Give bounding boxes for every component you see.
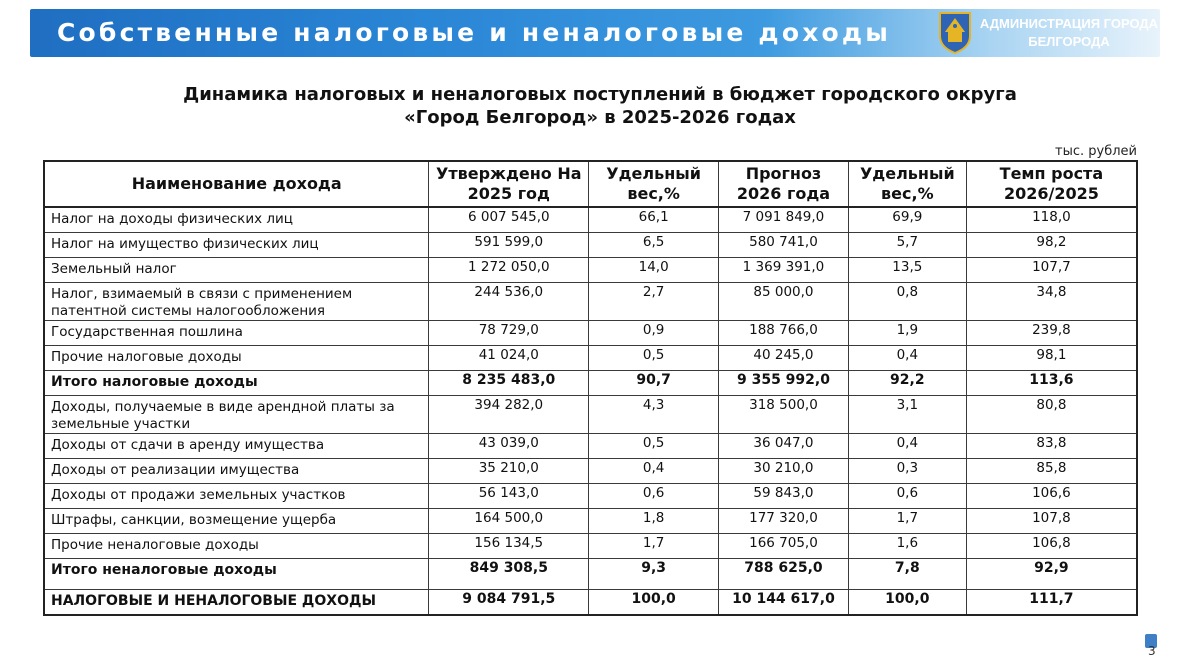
- row-share-2026: 0,4: [848, 434, 966, 459]
- row-name: Доходы от продажи земельных участков: [44, 484, 429, 509]
- row-share-2025: 66,1: [589, 207, 719, 233]
- row-forecast-2026: 85 000,0: [719, 283, 849, 321]
- row-share-2026: 1,6: [848, 534, 966, 559]
- row-name: Государственная пошлина: [44, 321, 429, 346]
- units-note: тыс. рублей: [1055, 144, 1137, 159]
- row-approved-2025: 244 536,0: [429, 283, 589, 321]
- table-row: [44, 396, 1137, 434]
- row-approved-2025: 43 039,0: [429, 434, 589, 459]
- row-share-2026: 13,5: [848, 258, 966, 283]
- table-row: [44, 233, 1137, 258]
- row-name: Итого налоговые доходы: [44, 371, 429, 396]
- city-coat-of-arms-icon: [937, 10, 973, 54]
- row-name: НАЛОГОВЫЕ И НЕНАЛОГОВЫЕ ДОХОДЫ: [44, 590, 429, 616]
- row-forecast-2026: 10 144 617,0: [719, 590, 849, 616]
- revenue-table: [43, 160, 1138, 616]
- row-share-2026: 5,7: [848, 233, 966, 258]
- row-forecast-2026: 36 047,0: [719, 434, 849, 459]
- row-share-2025: 1,8: [589, 509, 719, 534]
- row-growth: 34,8: [966, 283, 1137, 321]
- row-approved-2025: 9 084 791,5: [429, 590, 589, 616]
- row-share-2026: 1,9: [848, 321, 966, 346]
- header-forecast-2026: Прогноз 2026 года: [719, 161, 849, 207]
- row-share-2026: 92,2: [848, 371, 966, 396]
- row-growth: 113,6: [966, 371, 1137, 396]
- row-growth: 107,8: [966, 509, 1137, 534]
- row-growth: 106,6: [966, 484, 1137, 509]
- row-share-2025: 2,7: [589, 283, 719, 321]
- header-growth: Темп роста 2026/2025: [966, 161, 1137, 207]
- row-growth: 83,8: [966, 434, 1137, 459]
- row-approved-2025: 156 134,5: [429, 534, 589, 559]
- table-row-total: [44, 590, 1137, 616]
- row-share-2026: 0,6: [848, 484, 966, 509]
- row-approved-2025: 35 210,0: [429, 459, 589, 484]
- table-heading: [100, 83, 1100, 129]
- row-growth: 118,0: [966, 207, 1137, 233]
- row-growth: 107,7: [966, 258, 1137, 283]
- row-forecast-2026: 318 500,0: [719, 396, 849, 434]
- row-approved-2025: 849 308,5: [429, 559, 589, 590]
- row-share-2026: 0,8: [848, 283, 966, 321]
- row-growth: 106,8: [966, 534, 1137, 559]
- slide-number: [1145, 634, 1159, 656]
- title-banner: [30, 9, 1160, 57]
- header-share-2025: Удельный вес,%: [589, 161, 719, 207]
- header-name: Наименование дохода: [44, 161, 429, 207]
- slide-title: Собственные налоговые и неналоговые доходы: [57, 18, 892, 47]
- row-share-2025: 4,3: [589, 396, 719, 434]
- row-name: Земельный налог: [44, 258, 429, 283]
- header-approved-2025: Утверждено На 2025 год: [429, 161, 589, 207]
- row-share-2025: 0,6: [589, 484, 719, 509]
- row-approved-2025: 41 024,0: [429, 346, 589, 371]
- row-approved-2025: 164 500,0: [429, 509, 589, 534]
- row-growth: 98,1: [966, 346, 1137, 371]
- table-heading-line1: Динамика налоговых и неналоговых поступлений в бюджет городского округа: [183, 84, 1017, 105]
- row-forecast-2026: 177 320,0: [719, 509, 849, 534]
- table-row-subtotal: [44, 371, 1137, 396]
- row-growth: 98,2: [966, 233, 1137, 258]
- row-name: Итого неналоговые доходы: [44, 559, 429, 590]
- table-row: [44, 346, 1137, 371]
- row-name: Прочие налоговые доходы: [44, 346, 429, 371]
- row-growth: 92,9: [966, 559, 1137, 590]
- row-share-2026: 3,1: [848, 396, 966, 434]
- row-share-2026: 1,7: [848, 509, 966, 534]
- row-name: Доходы, получаемые в виде арендной платы за земельные участки: [44, 396, 429, 434]
- row-share-2025: 0,5: [589, 434, 719, 459]
- table-row: [44, 283, 1137, 321]
- row-approved-2025: 591 599,0: [429, 233, 589, 258]
- row-growth: 111,7: [966, 590, 1137, 616]
- row-forecast-2026: 166 705,0: [719, 534, 849, 559]
- row-share-2026: 69,9: [848, 207, 966, 233]
- table-row: [44, 321, 1137, 346]
- row-forecast-2026: 59 843,0: [719, 484, 849, 509]
- row-forecast-2026: 580 741,0: [719, 233, 849, 258]
- administration-name-line1: АДМИНИСТРАЦИЯ ГОРОДА: [979, 16, 1159, 31]
- row-share-2025: 6,5: [589, 233, 719, 258]
- row-share-2026: 0,4: [848, 346, 966, 371]
- row-growth: 239,8: [966, 321, 1137, 346]
- row-forecast-2026: 188 766,0: [719, 321, 849, 346]
- row-share-2025: 0,5: [589, 346, 719, 371]
- row-name: Прочие неналоговые доходы: [44, 534, 429, 559]
- slide-number-text: 3: [1148, 644, 1156, 658]
- row-forecast-2026: 9 355 992,0: [719, 371, 849, 396]
- administration-name: [973, 15, 1165, 51]
- row-approved-2025: 394 282,0: [429, 396, 589, 434]
- row-share-2025: 9,3: [589, 559, 719, 590]
- table-heading-line2: «Город Белгород» в 2025-2026 годах: [404, 107, 796, 128]
- row-share-2025: 0,9: [589, 321, 719, 346]
- table-row-subtotal: [44, 559, 1137, 590]
- table-row: [44, 207, 1137, 233]
- administration-name-line2: БЕЛГОРОДА: [1028, 34, 1110, 49]
- row-name: Налог на доходы физических лиц: [44, 207, 429, 233]
- row-forecast-2026: 40 245,0: [719, 346, 849, 371]
- row-name: Доходы от сдачи в аренду имущества: [44, 434, 429, 459]
- table-row: [44, 258, 1137, 283]
- table-row: [44, 484, 1137, 509]
- row-name: Доходы от реализации имущества: [44, 459, 429, 484]
- table-header-row: [44, 161, 1137, 207]
- row-forecast-2026: 788 625,0: [719, 559, 849, 590]
- row-growth: 85,8: [966, 459, 1137, 484]
- header-share-2026: Удельный вес,%: [848, 161, 966, 207]
- table-row: [44, 434, 1137, 459]
- table-row: [44, 459, 1137, 484]
- row-forecast-2026: 1 369 391,0: [719, 258, 849, 283]
- row-name: Налог на имущество физических лиц: [44, 233, 429, 258]
- row-growth: 80,8: [966, 396, 1137, 434]
- row-share-2025: 90,7: [589, 371, 719, 396]
- row-approved-2025: 6 007 545,0: [429, 207, 589, 233]
- row-forecast-2026: 7 091 849,0: [719, 207, 849, 233]
- row-approved-2025: 8 235 483,0: [429, 371, 589, 396]
- row-share-2026: 0,3: [848, 459, 966, 484]
- row-share-2026: 100,0: [848, 590, 966, 616]
- table-row: [44, 534, 1137, 559]
- row-share-2025: 100,0: [589, 590, 719, 616]
- row-share-2026: 7,8: [848, 559, 966, 590]
- row-name: Штрафы, санкции, возмещение ущерба: [44, 509, 429, 534]
- row-share-2025: 0,4: [589, 459, 719, 484]
- row-share-2025: 1,7: [589, 534, 719, 559]
- row-forecast-2026: 30 210,0: [719, 459, 849, 484]
- row-approved-2025: 56 143,0: [429, 484, 589, 509]
- row-name: Налог, взимаемый в связи с применением патентной системы налогообложения: [44, 283, 429, 321]
- row-approved-2025: 78 729,0: [429, 321, 589, 346]
- row-approved-2025: 1 272 050,0: [429, 258, 589, 283]
- row-share-2025: 14,0: [589, 258, 719, 283]
- table-row: [44, 509, 1137, 534]
